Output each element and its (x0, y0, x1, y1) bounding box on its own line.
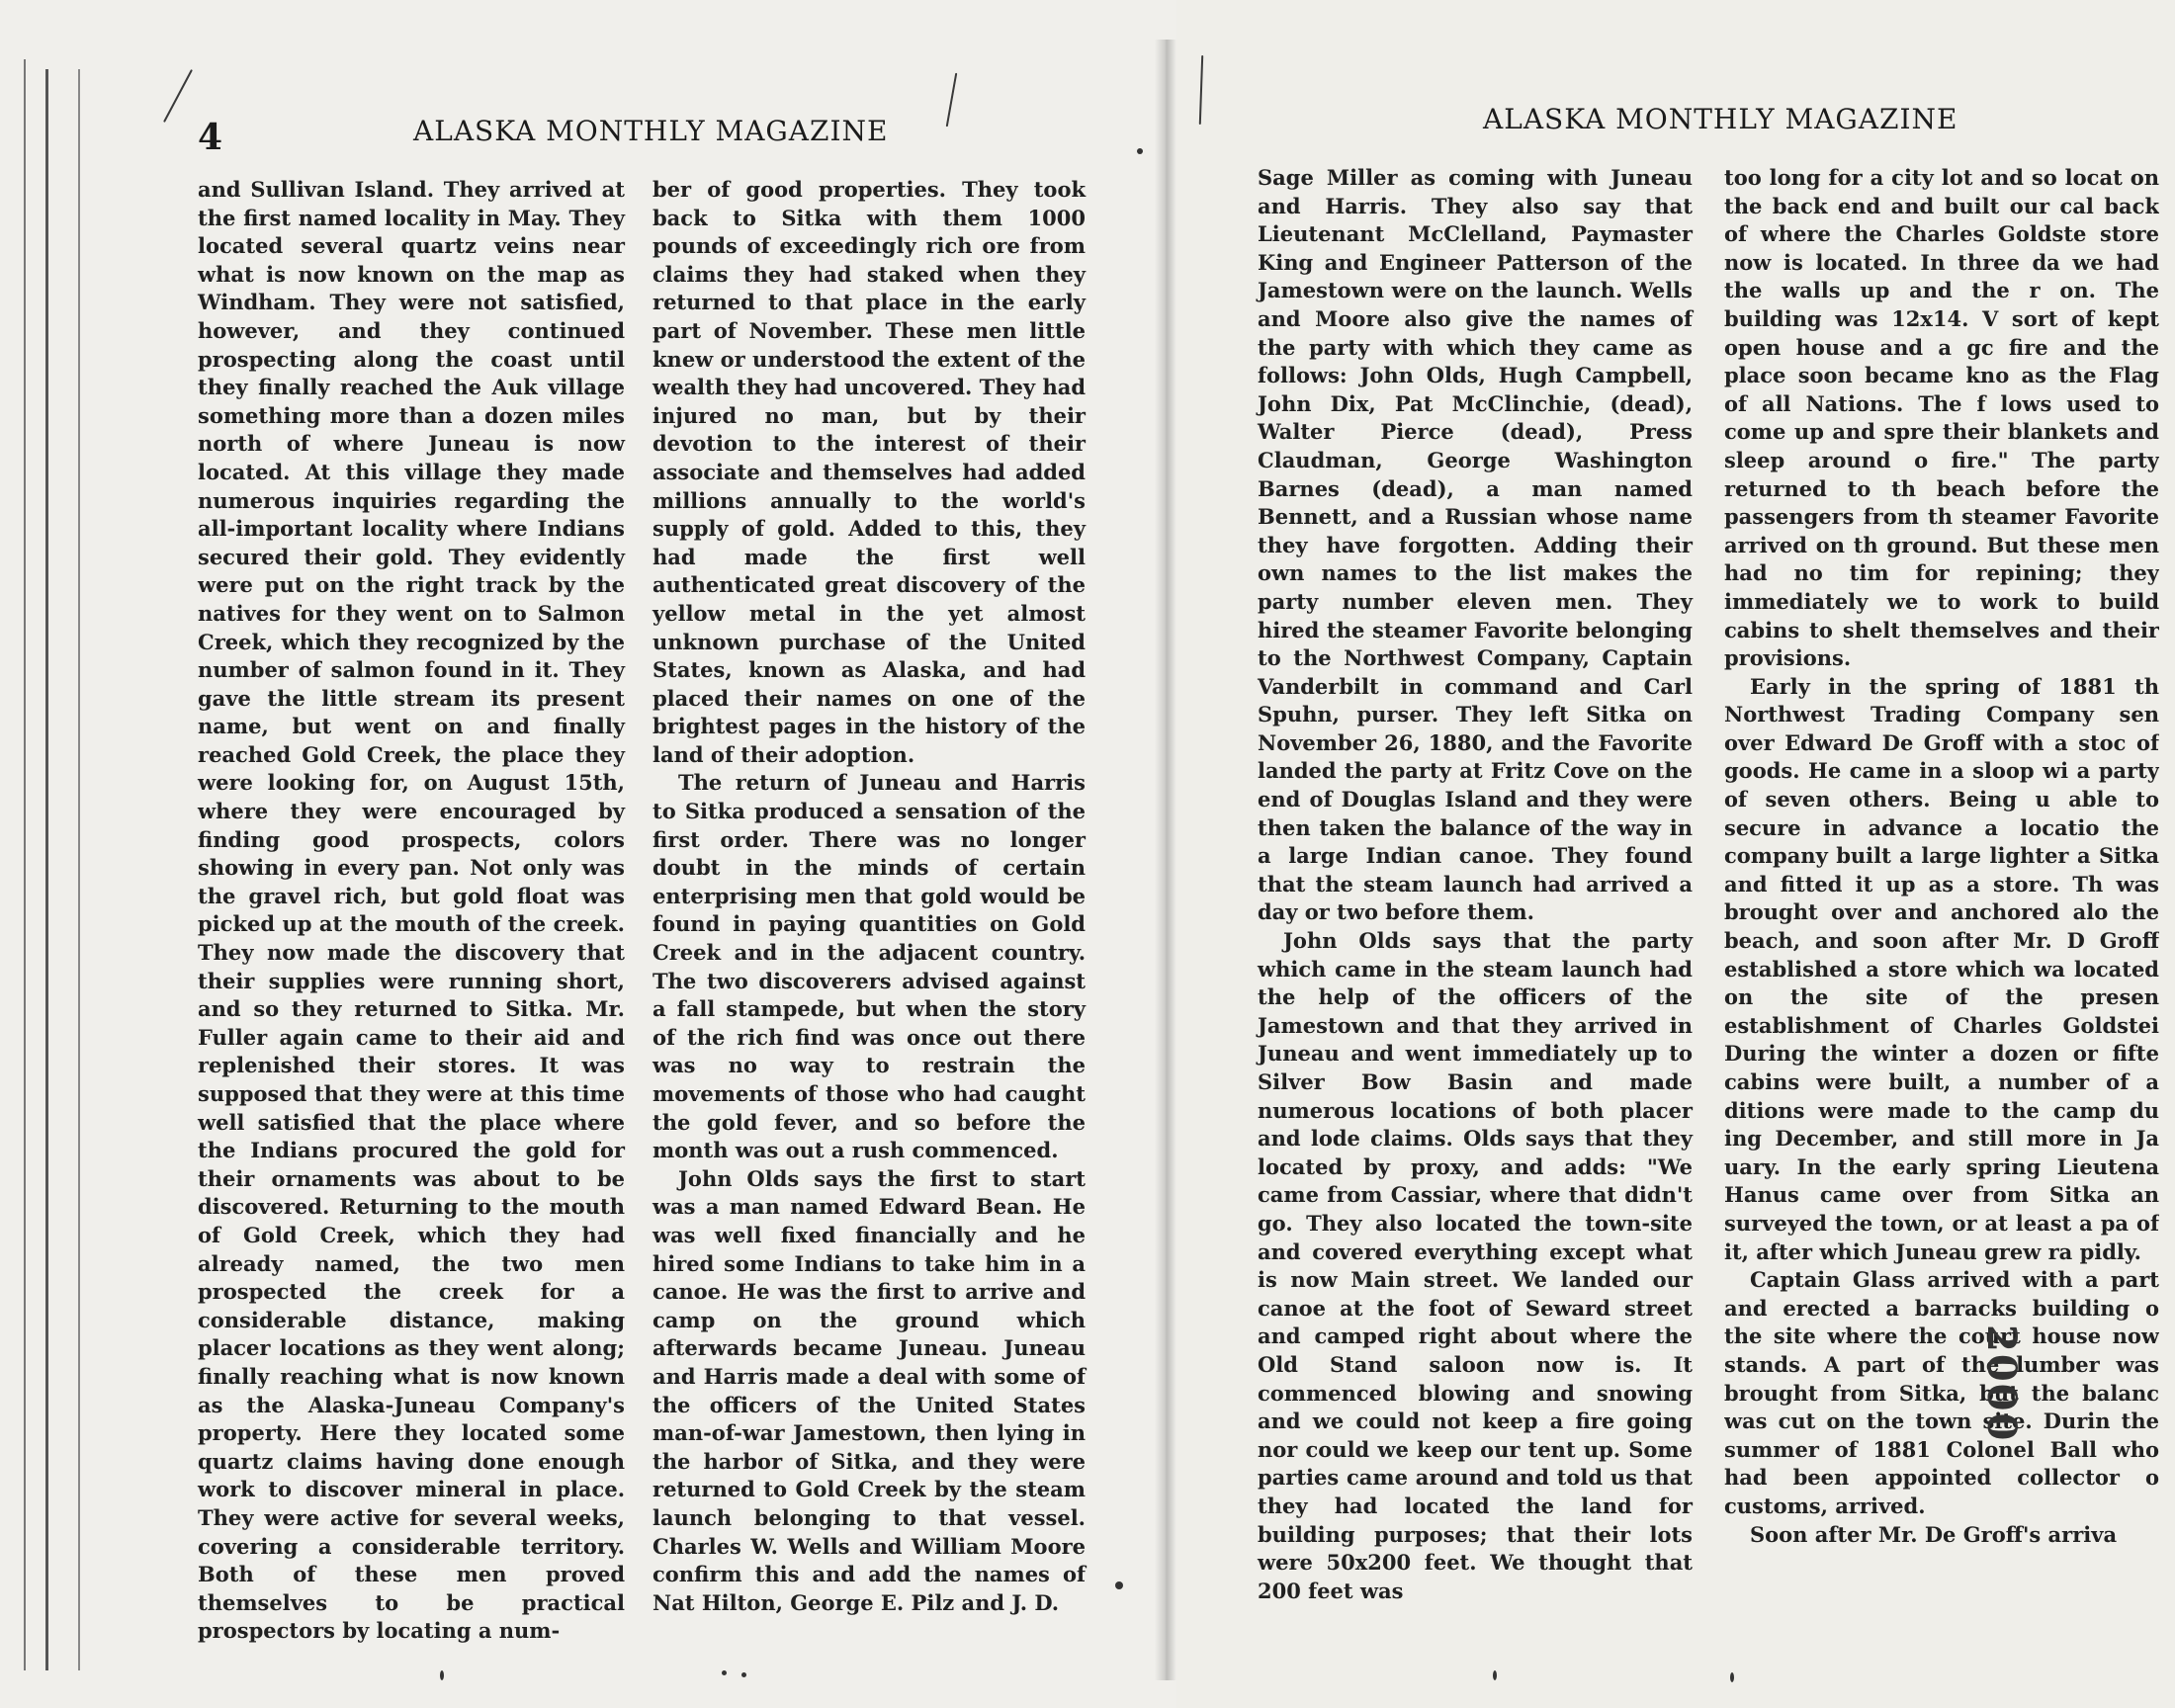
column-4-paragraph: Early in the spring of 1881 th Northwest Trading Company sen over Edward De Groff with a stoc of goods. He came in a sloop wi a party of seven others. Being u able to secure in advance a locatio the company built a large lighter a Sitka and fitted it up as a store. Th was brought over and anchored alo the beach, and soon after Mr. D Groff established a store which wa located on the site of the presen establishment of Charles Goldstei During the winter a dozen or fifte cabins were built, a number of a ditions were made to the camp du ing December, and still more in Ja uary. In the early spring Lieutena Hanus came over from Sitka an surveyed the town, or at least a pa of it, after which Juneau grew ra pidly. (1724, 673, 2159, 1264)
column-2-paragraph: The return of Juneau and Harris to Sitka produced a sensation of the first order. There was no longer doubt in the minds of certain enterprising men that gold would be found in paying quantities on Gold Creek and in the adjacent country. The two discoverers advised against a fall stampede, but when the story of the rich find was once out there was no way to restrain the movements of those who had caught the gold fever, and so before the month was out a rush commenced. (652, 770, 1086, 1163)
ink-spot (741, 1672, 746, 1677)
page-number: 4 (198, 117, 223, 158)
column-3-paragraph: John Olds says that the party which came in the steam launch had the help of the officers of the Jamestown and that they arrived in Juneau and went immediately up to Silver Bow Basin and made numerous locations of both placer and lode claims. Olds says that they located by proxy, and adds: "We came from Cassiar, where that didn't go. They also located the town-site and covered everything except what is now Main street. We landed our canoe at the foot of Seward street and camped right about where the Old Stand saloon now is. It commenced blowing and snowing and we could not keep a fire going nor could we keep our tent up. Some parties came around and told us that they had located the land for building purposes; that their lots were 50x200 feet. We thought that 200 feet was (1258, 928, 1693, 1603)
ink-spot (1115, 1581, 1123, 1589)
ink-spot (440, 1670, 444, 1680)
ink-spot (1137, 148, 1143, 154)
binding-edge-line (24, 59, 34, 1670)
article-column-2 (652, 176, 1086, 1617)
ink-spot (722, 1670, 727, 1675)
left-page-header: ALASKA MONTHLY MAGAZINE (413, 115, 889, 147)
column-2-paragraph: John Olds says the first to start was a man named Edward Bean. He was well fixed financially and he hired some Indians to take him in a canoe. He was the first to arrive and camp on the ground which afterwards became Juneau. Juneau and Harris made a deal with some of the officers of the United States man-of-war Jamestown, then lying in the harbor of Sitka, and they were returned to Gold Creek by the steam launch belonging to that vessel. Charles W. Wells and William Moore confirm this and add the names of Nat Hilton, George E. Pilz and J. D. (652, 1165, 1086, 1615)
column-1-paragraph: and Sullivan Island. They arrived at the first named locality in May. They located several quartz veins near what is now known on the map as Windham. They were not satisfied, however, and they continued prospecting along the coast until they finally reached the Auk village something more than a dozen miles north of where Juneau is now located. At this village they made numerous inquiries regarding the all-important locality where Indians secured their gold. They evidently were put on the right track by the natives for they went on to Salmon Creek, which they recognized by the number of salmon found in it. They gave the little stream its present name, but went on and finally reached Gold Creek, the place they were looking for, on August 15th, where they were encouraged by finding good prospects, colors showing in every pan. Not only was the gravel rich, but gold float was picked up at the mouth of the creek. They now made the discovery that their supplies were running short, and so they returned to Sitka. Mr. Fuller again came to their aid and replenished their stores. It was supposed that they were at this time well satisfied that the place where the Indians procured the gold for their ornaments was about to be discovered. Returning to the mouth of Gold Creek, which they had already named, the two men prospected the creek for a considerable distance, making placer locations as they went along; finally reaching what is now known as the Alaska-Juneau Company's property. Here they located some quartz claims having done enough work to discover mineral in place. They were active for several weeks, covering a considerable territory. Both of these men proved themselves to be practical prospectors by locating a num- (198, 177, 625, 1644)
binding-edge (45, 69, 80, 1670)
page-gutter (1155, 40, 1176, 1680)
column-3-paragraph: Sage Miller as coming with Juneau and Harris. They also say that Lieutenant McClelland, Paymaster King and Engineer Patterson of the Jamestown were on the launch. Wells and Moore also give the names of the party with which they came as follows: John Olds, Hugh Campbell, John Dix, Pat McClinchie, (dead), Walter Pierce (dead), Press Claudman, George Washington Barnes (dead), a man named Bennett, and a Russian whose name they have forgotten. Adding their own names to the list makes the party number eleven men. They hired the steamer Favorite belonging to the Northwest Company, Captain Vanderbilt in command and Carl Spuhn, purser. They left Sitka on November 26, 1880, and the Favorite landed the party at Fritz Cove on the end of Douglas Island and they were then taken the balance of the way in a large Indian canoe. They found that the steam launch had arrived a day or two before them. (1258, 165, 1693, 925)
ink-spot (1493, 1670, 1497, 1680)
article-column-3 (1258, 164, 1693, 1605)
column-4-paragraph: Soon after Mr. De Groff's arriva (1750, 1521, 2118, 1547)
archive-stamp: 2000 (1978, 1324, 2025, 1443)
column-4-paragraph: too long for a city lot and so locat on the back end and built our cal back of where the Charles Goldste store now is located. In three da we had the walls up and the r on. The building was 12x14. V sort of kept open house and a gc fire and the place soon became kno as the Flag of all Nations. The f lows used to come up and spre their blankets and sleep around o fire." The party returned to th beach before the passengers from th steamer Favorite arrived on th ground. But these men had no tim for repining; they immediately we to work to build cabins to shelt themselves and their provisions. (1724, 165, 2159, 671)
article-column-4 (1724, 164, 2159, 1549)
column-2-paragraph: ber of good properties. They took back to Sitka with them 1000 pounds of exceedingly rich ore from claims they had staked when they returned to that place in the early part of November. These men little knew or understood the extent of the wealth they had uncovered. They had injured no man, but by their devotion to the interest of their associate and themselves had added millions annually to the world's supply of gold. Added to this, they had made the first well authenticated great discovery of the yellow metal in the yet almost unknown purchase of the United States, known as Alaska, and had placed their names on one of the brightest pages in the history of the land of their adoption. (652, 177, 1086, 767)
article-column-1 (198, 176, 625, 1646)
ink-spot (1730, 1672, 1734, 1682)
right-page-header: ALASKA MONTHLY MAGAZINE (1483, 103, 1958, 135)
column-4-paragraph: Captain Glass arrived with a part and erected a barracks building o the site where the court house now stands. A part of the lumber was brought from Sitka, but the balanc was cut on the town site. Durin the summer of 1881 Colonel Ball who had been appointed collector o customs, arrived. (1724, 1267, 2159, 1518)
